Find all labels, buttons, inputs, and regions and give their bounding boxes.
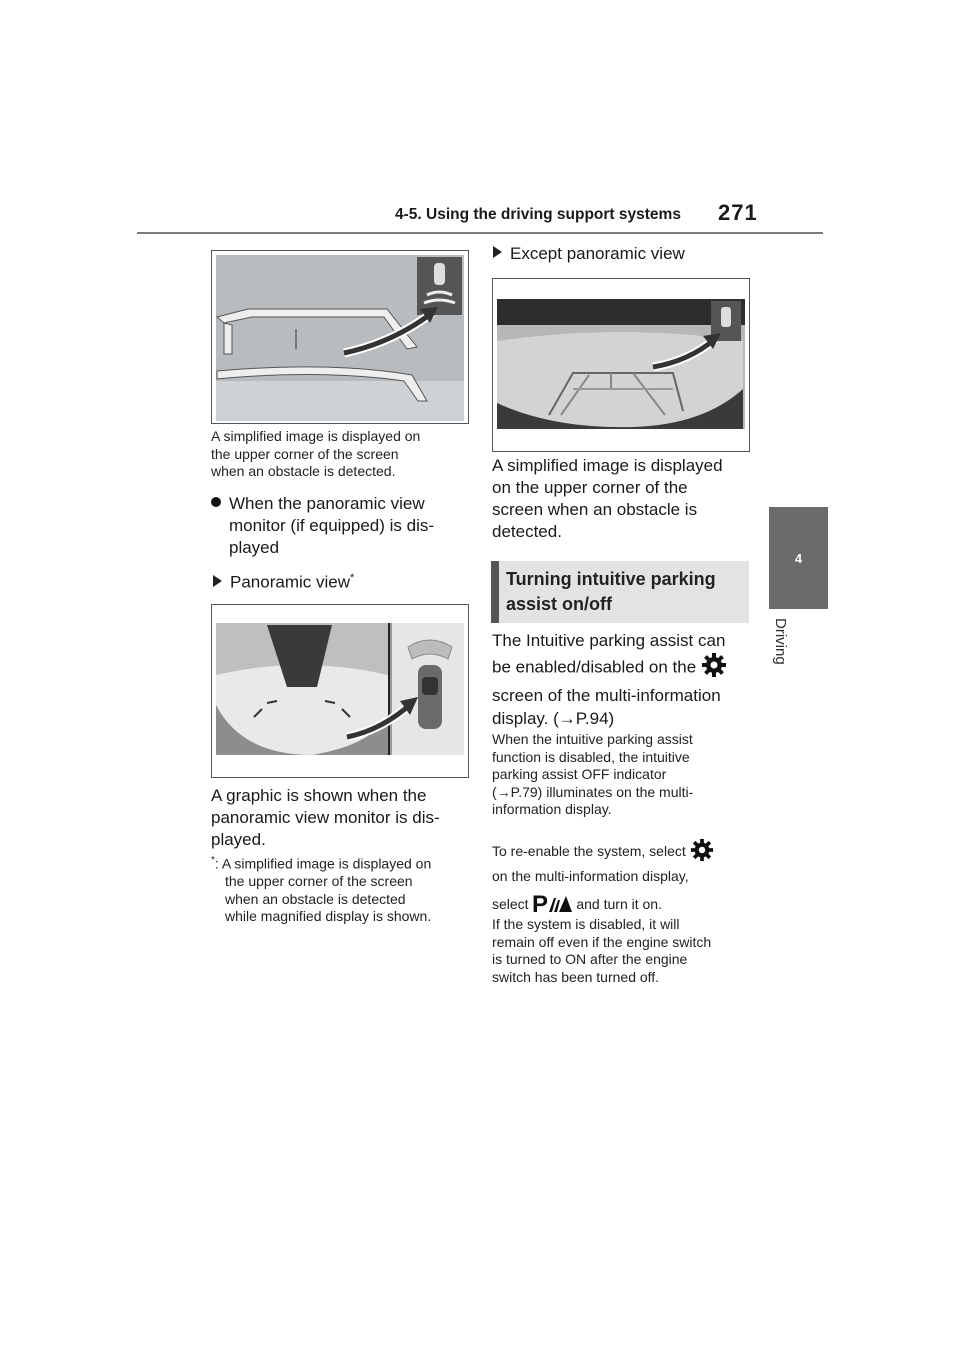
gear-icon <box>690 838 714 867</box>
except-panoramic-body-text: A simplified image is displayed on the upper corner of the screen when an obstacle is detected. <box>492 456 723 541</box>
chapter-number: 4 <box>794 550 803 566</box>
figure1-caption: A simplified image is displayed on the upper corner of the screen when an obstacle is detected. <box>211 428 421 479</box>
bullet-icon <box>211 497 221 507</box>
chapter-label: Driving <box>772 618 789 665</box>
figure-except-panoramic <box>492 278 750 452</box>
panoramic-body-text: A graphic is shown when the panoramic view monitor is dis- played. <box>211 786 440 849</box>
page-ref-link[interactable]: P.79) illuminates on the multi- <box>510 783 694 800</box>
except-panoramic-subheading: Except panoramic view <box>493 243 685 265</box>
system-off-note: If the system is disabled, it will remain off even if the engine switch is turned to ON after the engine switch has been turned off. <box>492 916 712 985</box>
page-ref-link[interactable]: P.94) <box>575 709 615 728</box>
gear-icon <box>701 652 727 684</box>
footnote: *: A simplified image is displayed on the upper corner of the screen when an obstacle is detected while magnified display is shown. <box>211 855 432 925</box>
figure-obstacle-display <box>211 250 469 424</box>
arrow-right-icon: → <box>496 783 511 800</box>
disabled-note: When the intuitive parking assist function is disabled, the intuitive parking assist OFF indicator (→P.79) illuminates on the multi- information display. <box>492 731 694 817</box>
section-accent <box>491 561 499 623</box>
reenable-note: To re-enable the system, select on the multi-information display, select P and turn it on. <box>492 838 762 921</box>
svg-text:P: P <box>532 891 549 916</box>
section-heading-bar <box>491 561 749 623</box>
chapter-tab[interactable] <box>769 507 828 609</box>
page-number: 271 <box>718 200 758 225</box>
panoramic-bullet-heading: When the panoramic view monitor (if equipped) is dis- played <box>211 493 471 559</box>
section-title: 4-5. Using the driving support systems <box>395 206 681 223</box>
header-rule <box>137 232 823 234</box>
arrow-right-icon: → <box>558 709 576 728</box>
section-heading: Turning intuitive parking assist on/off <box>506 569 716 614</box>
figure-panoramic-view <box>211 604 469 778</box>
panoramic-view-subheading: Panoramic view* <box>213 567 354 594</box>
intro-paragraph: The Intuitive parking assist can be enabled/disabled on the screen of the multi-information display. (→P.94) <box>492 631 726 728</box>
